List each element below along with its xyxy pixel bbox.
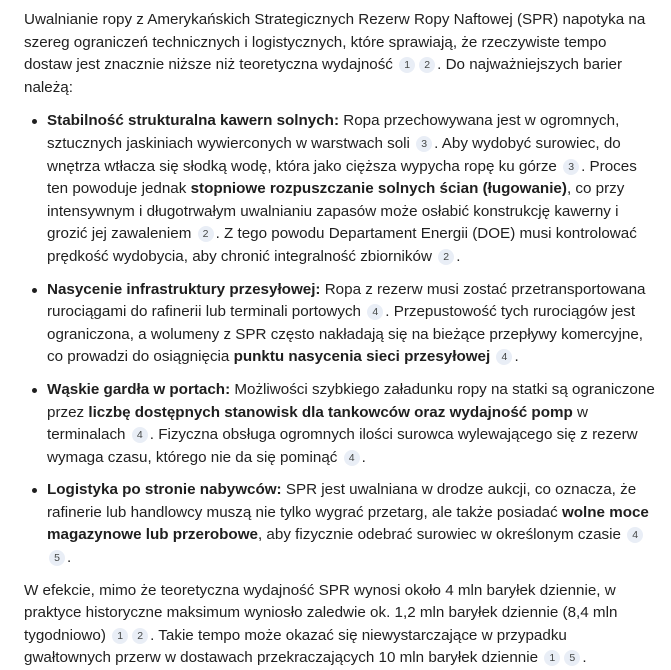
item-emphasis: wolne moce magazynowe lub przerobowe [47, 503, 649, 544]
citation-chip[interactable]: 4 [496, 349, 512, 365]
citation-chip[interactable]: 1 [112, 628, 128, 644]
list-item [47, 479, 657, 569]
citation-chip[interactable]: 5 [49, 550, 65, 566]
item-text: . Z tego powodu Departament Energii (DOE) musi kontrolować prędkość wydobycia, aby chronić integralność zbiorników [47, 225, 637, 265]
citation-chip[interactable]: 4 [344, 450, 360, 466]
barriers-list [24, 110, 657, 569]
item-emphasis: liczbę dostępnych stanowisk dla tankowców oraz wydajność pomp [88, 403, 573, 421]
item-text: , aby fizycznie odebrać surowiec w określonym czasie [257, 526, 621, 544]
list-item [47, 279, 657, 369]
item-text: Ropa przechowywana jest w ogromnych, sztucznych jaskiniach wywierconych w warstwach soli [47, 112, 620, 152]
item-title: Logistyka po stronie nabywców: [47, 481, 282, 499]
item-title: Stabilność strukturalna kawern solnych: [47, 112, 340, 130]
intro-tail: . Do najważniejszych barier należą: [24, 56, 623, 96]
item-text: w terminalach [47, 403, 588, 444]
citation-chip[interactable]: 2 [132, 628, 148, 644]
citation-chip[interactable]: 2 [198, 226, 214, 242]
citation-chip[interactable]: 3 [563, 159, 579, 175]
item-text: . [456, 247, 461, 265]
item-emphasis: stopniowe rozpuszczanie solnych ścian (ługowanie) [190, 180, 567, 198]
item-text: . Fizyczna obsługa ogromnych ilości surowca wylewającego się z rezerw wymaga czasu, którego nie da się pominąć [47, 426, 638, 466]
list-item [47, 110, 657, 268]
summary-text: . [582, 649, 587, 667]
item-text: . [514, 348, 519, 366]
intro-text: Uwalnianie ropy z Amerykańskich Strategicznych Rezerw Ropy Naftowej (SPR) napotyka na szereg ograniczeń technicznych i logistycznych, które sprawiają, że rzeczywiste tempo dostaw jest znacznie niższe niż teoretyczna wydajność [24, 11, 646, 74]
list-item [47, 379, 657, 469]
citation-chip[interactable]: 1 [544, 650, 560, 666]
summary-paragraph [24, 580, 657, 670]
citation-chip[interactable]: 4 [132, 427, 148, 443]
item-text: . [67, 549, 72, 567]
citation-chip[interactable]: 4 [627, 527, 643, 543]
item-emphasis: punktu nasycenia sieci przesyłowej [233, 348, 491, 366]
citation-chip[interactable]: 3 [416, 136, 432, 152]
citation-chip[interactable]: 1 [399, 57, 415, 73]
item-title: Wąskie gardła w portach: [47, 380, 231, 398]
item-text: Możliwości szybkiego załadunku ropy na statki są ograniczone przez [47, 380, 655, 421]
intro-paragraph [24, 9, 657, 99]
item-text: . Proces ten powoduje jednak [47, 157, 637, 198]
item-text: . [361, 448, 366, 466]
summary-text: . Takie tempo może okazać się niewystarczające w przypadku gwałtownych przerw w dostawach przekraczających 10 mln baryłek dziennie [24, 626, 567, 667]
item-text: . Przepustowość tych rurociągów jest ograniczona, a wolumeny z SPR często nakładają się na bieżące przepływy komercyjne, co prowadzi do osiągnięcia [47, 303, 643, 366]
summary-text: W efekcie, mimo że teoretyczna wydajność SPR wynosi około 4 mln baryłek dziennie, w praktyce historyczne maksimum wyniosło zaledwie ok. 1,2 mln baryłek dziennie (8,4 mln tygodniowo) [24, 581, 618, 644]
item-text: SPR jest uwalniana w drodze aukcji, co oznacza, że rafinerie lub handlowcy muszą nie tylko wygrać przetarg, ale także posiadać [47, 481, 637, 521]
item-title: Nasycenie infrastruktury przesyłowej: [47, 280, 321, 298]
citation-chip[interactable]: 2 [438, 249, 454, 265]
item-text: , co przy intensywnym i długotrwałym uwalnianiu zapasów może osłabić konstrukcję kawerny i grozić jej zawaleniem [47, 180, 625, 243]
item-text: Ropa z rezerw musi zostać przetransportowana rurociągami do rafinerii lub terminali portowych [47, 280, 646, 321]
citation-chip[interactable]: 2 [419, 57, 435, 73]
item-text: . Aby wydobyć surowiec, do wnętrza wtłacza się słodką wodę, która jako cięższa wypycha ropę ku górze [47, 134, 621, 175]
citation-chip[interactable]: 4 [367, 304, 383, 320]
citation-chip[interactable]: 5 [564, 650, 580, 666]
